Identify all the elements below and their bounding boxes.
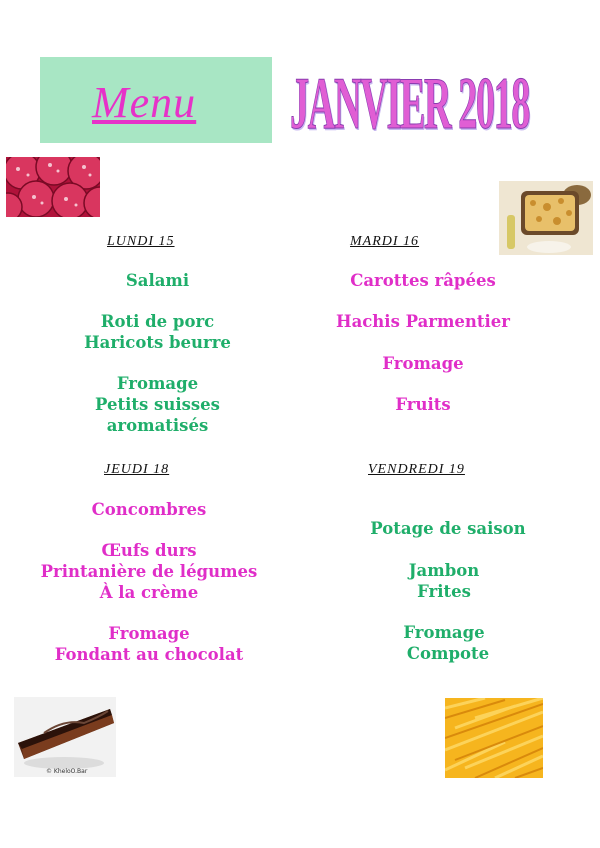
menu-item: Printanière de légumes <box>40 562 258 581</box>
menu-title: Menu <box>92 78 197 127</box>
menu-item: Petits suisses <box>95 395 220 414</box>
salami-photo-icon <box>6 157 100 217</box>
menu-item: aromatisés <box>106 416 209 435</box>
menu-item: Carottes râpées <box>350 271 496 290</box>
menu-item: Fruits <box>395 395 451 414</box>
menu-item: Salami <box>125 271 190 290</box>
menu-item: Haricots beurre <box>84 333 231 352</box>
photo-credit: © KheloO.Bar <box>46 768 88 775</box>
menu-item: Fromage <box>116 374 199 393</box>
day-heading-friday: VENDREDI 19 <box>368 462 465 477</box>
menu-item: Compote <box>406 644 490 663</box>
menu-item: Potage de saison <box>370 519 526 538</box>
gratin-photo-icon <box>499 181 593 255</box>
menu-item: Œufs durs <box>101 541 197 560</box>
day-heading-thursday: JEUDI 18 <box>104 462 170 477</box>
menu-item: Fondant au chocolat <box>54 645 244 664</box>
menu-item: Fromage <box>108 624 190 643</box>
day-heading-tuesday: MARDI 16 <box>350 234 420 249</box>
menu-item: Fromage <box>382 354 464 373</box>
menu-item: Concombres <box>91 500 207 519</box>
menu-item: Frites <box>417 582 471 601</box>
menu-item: Jambon <box>408 561 480 580</box>
fries-photo-icon <box>445 698 543 778</box>
menu-item: Hachis Parmentier <box>335 312 510 331</box>
menu-item: Fromage <box>403 623 485 642</box>
menu-item: À la crème <box>99 583 199 602</box>
chocolate-cake-photo-icon <box>14 697 116 777</box>
month-heading: JANVIER 2018 <box>290 63 529 145</box>
menu-title-banner <box>40 57 272 143</box>
day-heading-monday: LUNDI 15 <box>107 234 175 249</box>
menu-item: Roti de porc <box>100 312 215 331</box>
